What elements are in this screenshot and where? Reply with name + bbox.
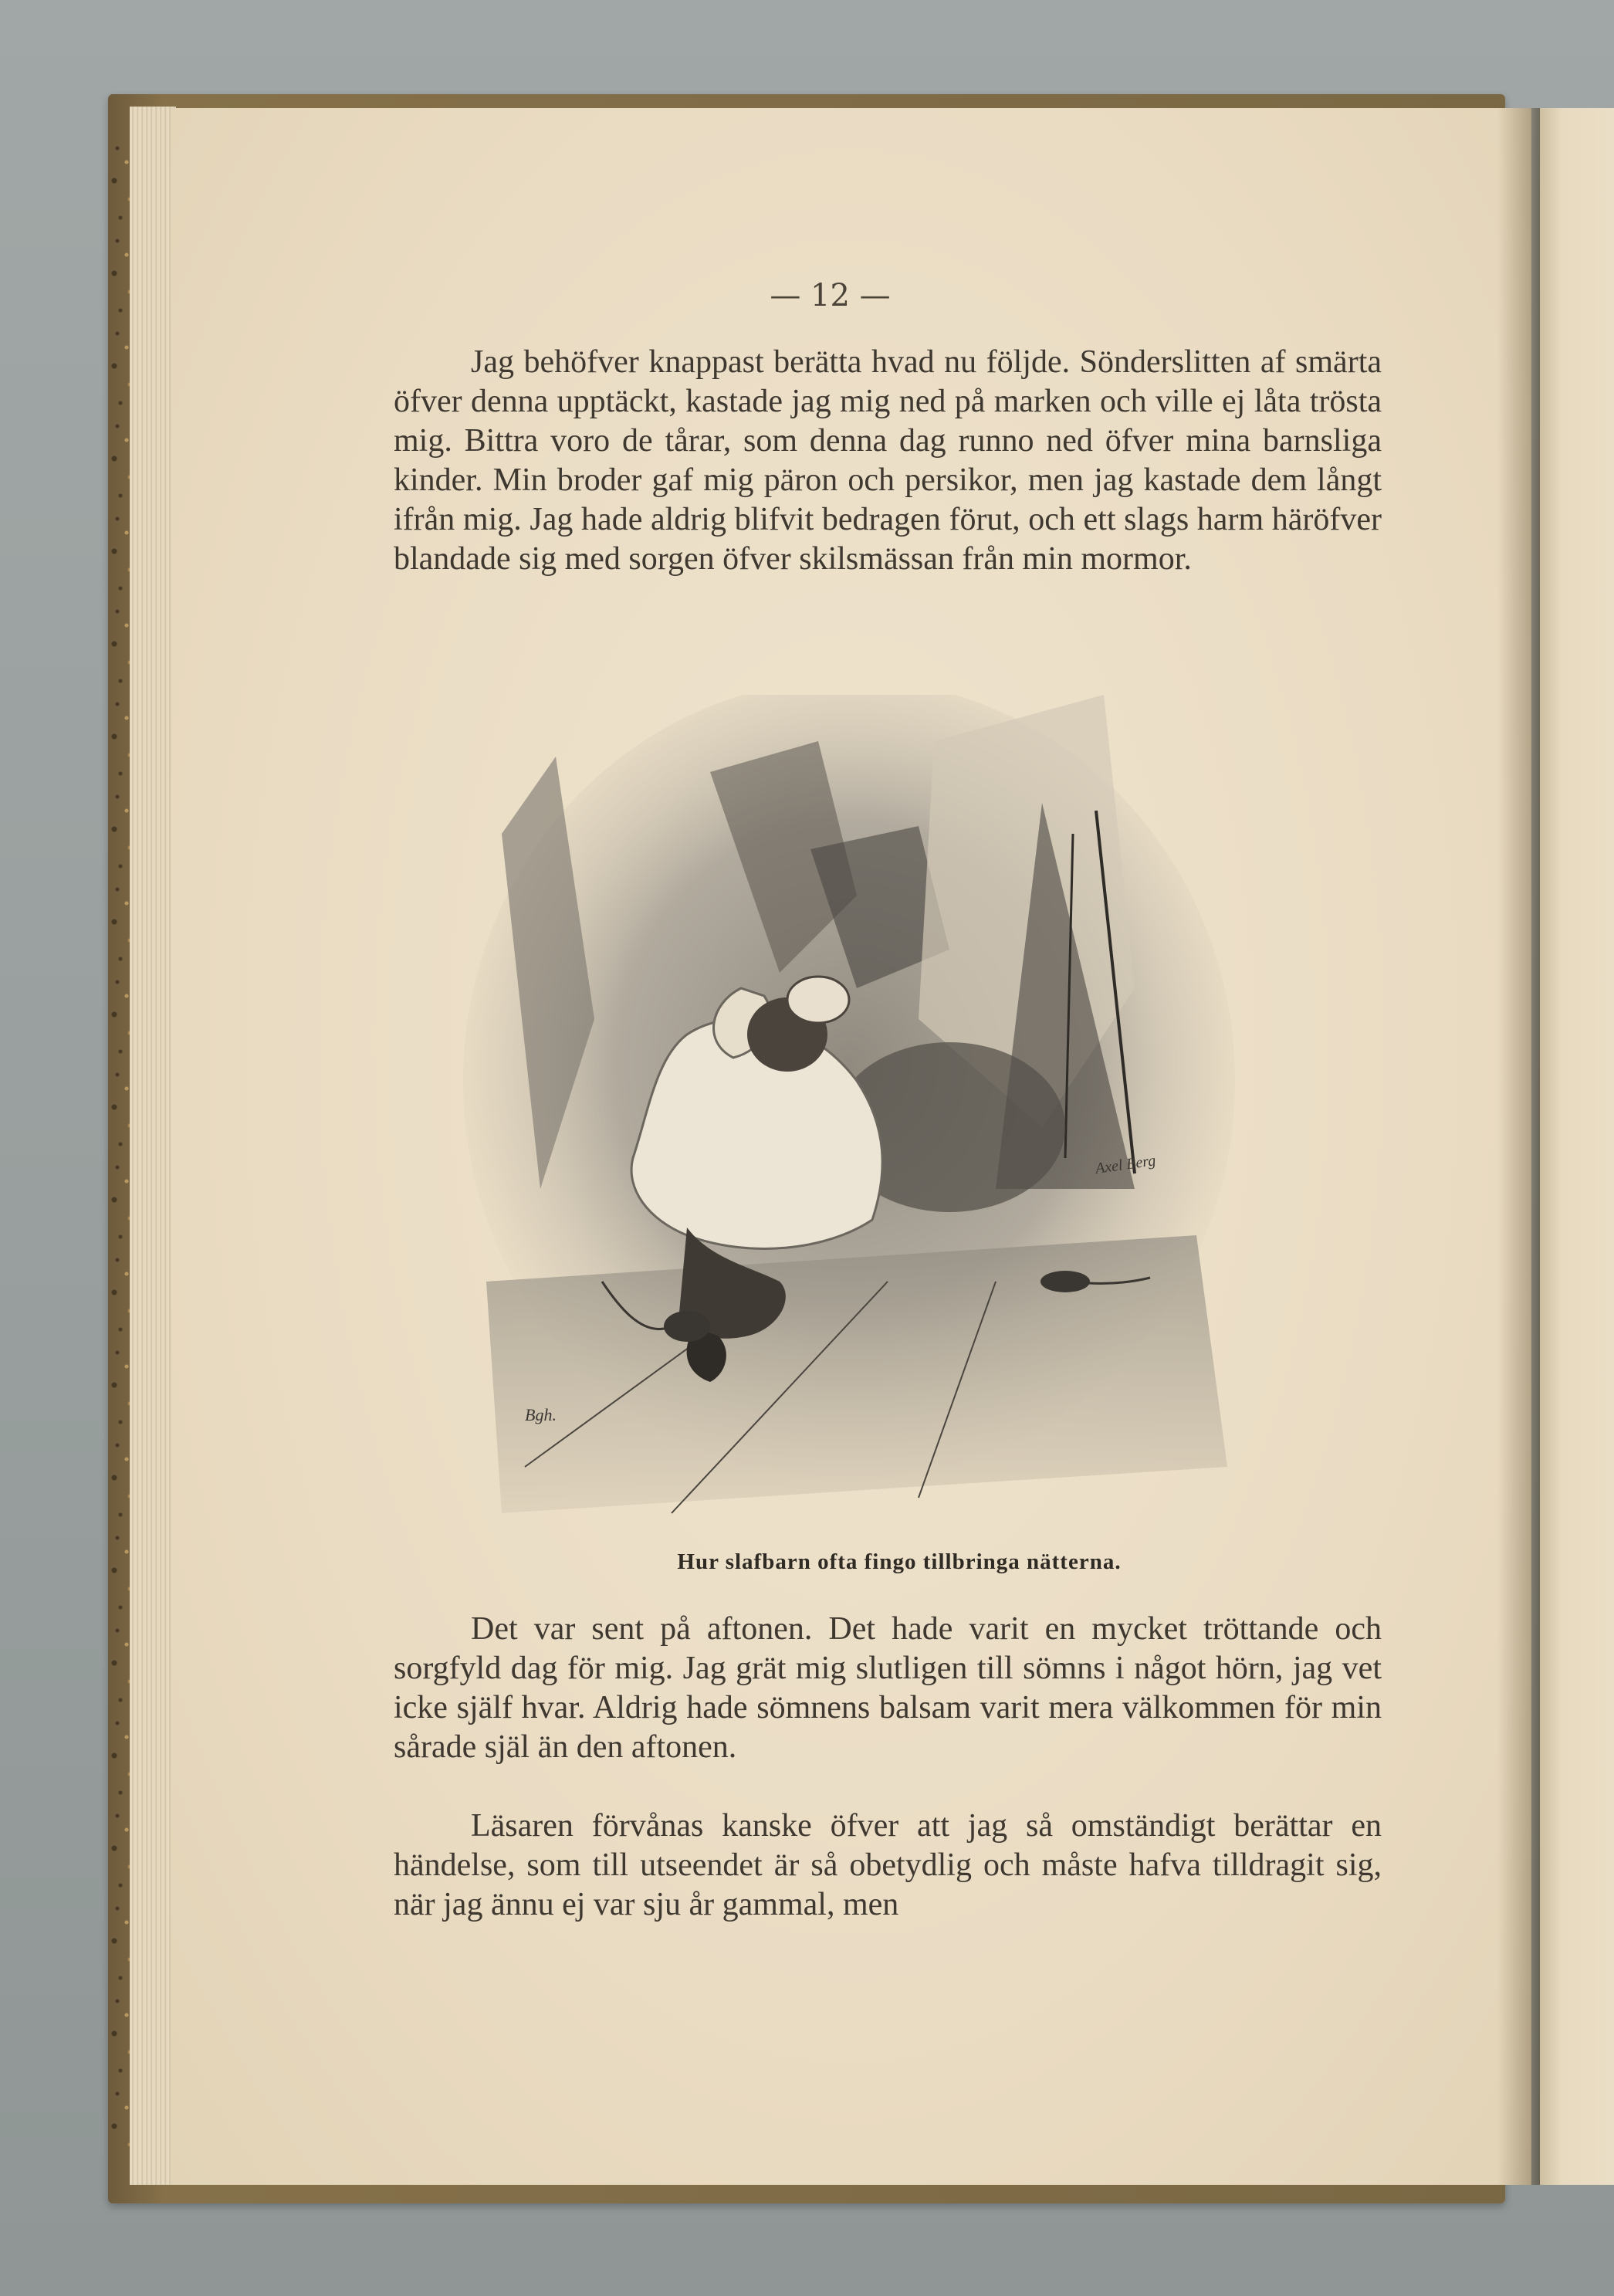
paragraph-3 bbox=[394, 1807, 1382, 1925]
page-gutter bbox=[1497, 108, 1544, 2185]
illustration-caption: Hur slafbarn ofta fingo tillbringa nätterna. bbox=[677, 1549, 1122, 1574]
paragraph-1 bbox=[394, 343, 1382, 579]
page-edges bbox=[130, 107, 176, 2185]
signature-right: Axel Berg bbox=[1094, 1152, 1157, 1177]
illustration bbox=[455, 695, 1243, 1529]
paragraph-1-text: Jag behöfver knappast berätta hvad nu följde. Sönderslitten af smärta öfver denna upptäckt, kastade jag mig ned på marken och ville ej låta trösta mig. Bittra voro de tårar, som denna dag runno ned öfver mina barnsliga kinder. Min broder gaf mig päron och persikor, men jag kastade dem långt ifrån mig. Jag hade aldrig blifvit bedragen förut, och ett slags harm häröfver blandade sig med sorgen öfver skilsmässan från min mormor. bbox=[394, 344, 1382, 577]
rat-right bbox=[1040, 1271, 1090, 1292]
paragraph-2 bbox=[394, 1610, 1382, 1767]
child-hair bbox=[787, 977, 849, 1023]
signature-left: Bgh. bbox=[525, 1405, 557, 1424]
page-number: — 12 — bbox=[770, 278, 891, 313]
paragraph-3-text: Läsaren förvånas kanske öfver att jag så omständigt berättar en händelse, som till utseendet är så obetydlig och måste hafva tilldragit sig, när jag ännu ej var sju år gammal, men bbox=[394, 1808, 1382, 1922]
floor bbox=[486, 1235, 1227, 1513]
rat-left bbox=[664, 1311, 710, 1342]
facing-page-edge bbox=[1540, 108, 1614, 2185]
paragraph-2-text: Det var sent på aftonen. Det hade varit en mycket tröttande och sorgfyld dag för mig. Jag grät mig slutligen till sömns i något hörn, jag vet icke själf hvar. Aldrig hade sömnens balsam varit mera välkommen för min sårade själ än den aftonen. bbox=[394, 1611, 1382, 1765]
